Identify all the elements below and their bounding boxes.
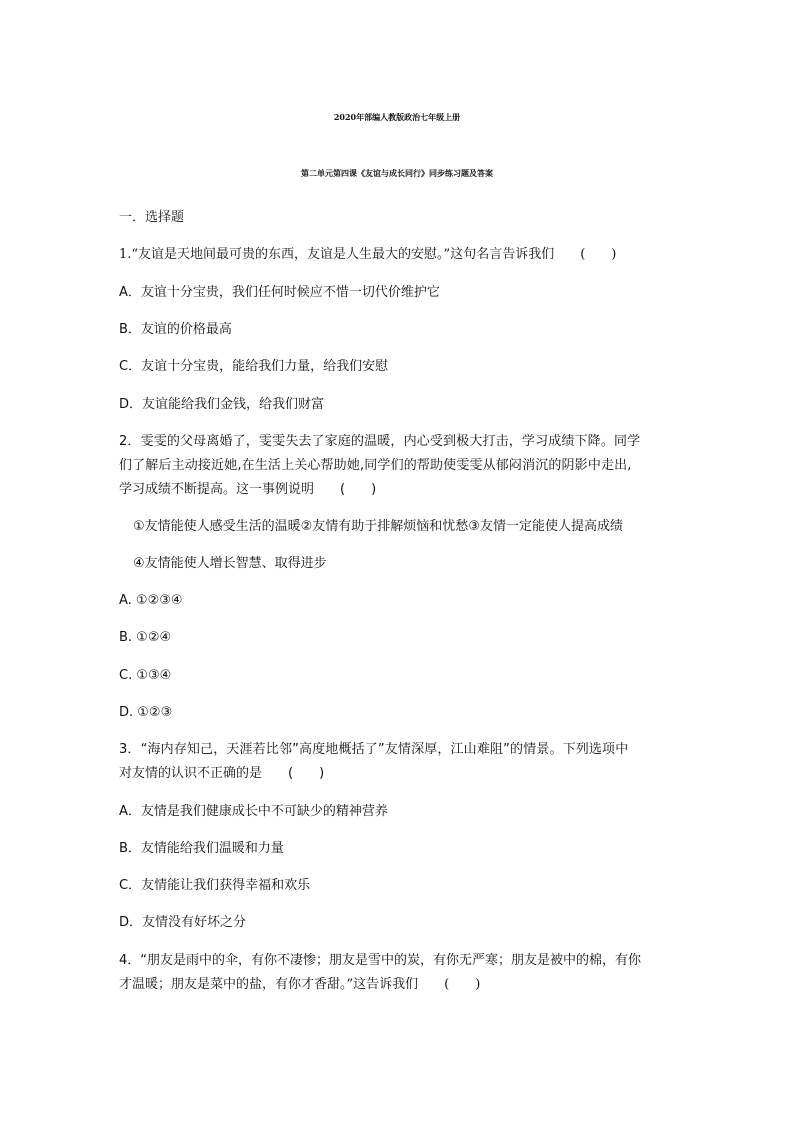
document-title-line1: 2020年部编人教版政治七年级上册 <box>333 112 461 122</box>
question-1-option-c: C．友谊十分宝贵，能给我们力量，给我们安慰 <box>119 359 389 374</box>
question-1-option-a: A．友谊十分宝贵，我们任何时候应不惜一切代价维护它 <box>119 285 440 300</box>
question-2-stem-line3: 学习成绩不断提高。这一事例说明 ( ) <box>119 482 377 497</box>
question-2-stem-line1: 2．雯雯的父母离婚了，雯雯失去了家庭的温暖，内心受到极大打击，学习成绩下降。同学 <box>119 434 641 449</box>
section-heading: 一．选择题 <box>119 210 185 225</box>
question-2-stem-line2: 们了解后主动接近她,在生活上关心帮助她,同学们的帮助使雯雯从郁闷消沉的阴影中走出, <box>119 458 632 473</box>
question-3-option-b: B．友情能给我们温暖和力量 <box>119 841 284 856</box>
question-3-stem-line1: 3．“海内存知己，天涯若比邻”高度地概括了”友情深厚，江山难阻”的情景。下列选项中 <box>119 742 629 757</box>
question-1-option-d: D．友谊能给我们金钱，给我们财富 <box>119 397 325 412</box>
question-2-option-b: B. ①②④ <box>119 630 172 645</box>
question-2-statement-1: ①友情能使人感受生活的温暖②友情有助于排解烦恼和忧愁③友情一定能使人提高成绩 <box>133 519 623 534</box>
question-4-stem-line1: 4．“朋友是雨中的伞，有你不凄惨；朋友是雪中的炭，有你无严寒；朋友是被中的棉，有你 <box>119 953 642 968</box>
question-4-stem-line2: 才温暖；朋友是菜中的盐，有你才香甜。”这告诉我们 ( ) <box>119 977 481 992</box>
question-3-option-a: A．友情是我们健康成长中不可缺少的精神营养 <box>119 804 388 819</box>
question-2-option-d: D. ①②③ <box>119 705 173 720</box>
question-2-option-c: C. ①③④ <box>119 668 172 683</box>
question-1-stem: 1.“友谊是天地间最可贵的东西，友谊是人生最大的安慰。”这句名言告诉我们 ( ) <box>119 247 617 262</box>
question-1-option-b: B．友谊的价格最高 <box>119 322 232 337</box>
question-3-stem-line2: 对友情的认识不正确的是 ( ) <box>119 766 325 781</box>
question-3-option-c: C．友情能让我们获得幸福和欢乐 <box>119 878 311 893</box>
question-2-option-a: A. ①②③④ <box>119 593 183 608</box>
question-2-statement-2: ④友情能使人增长智慧、取得进步 <box>133 556 327 571</box>
question-3-option-d: D．友情没有好坏之分 <box>119 915 247 930</box>
document-title-line2: 第二单元第四课《友谊与成长同行》同步练习题及答案 <box>301 168 493 178</box>
